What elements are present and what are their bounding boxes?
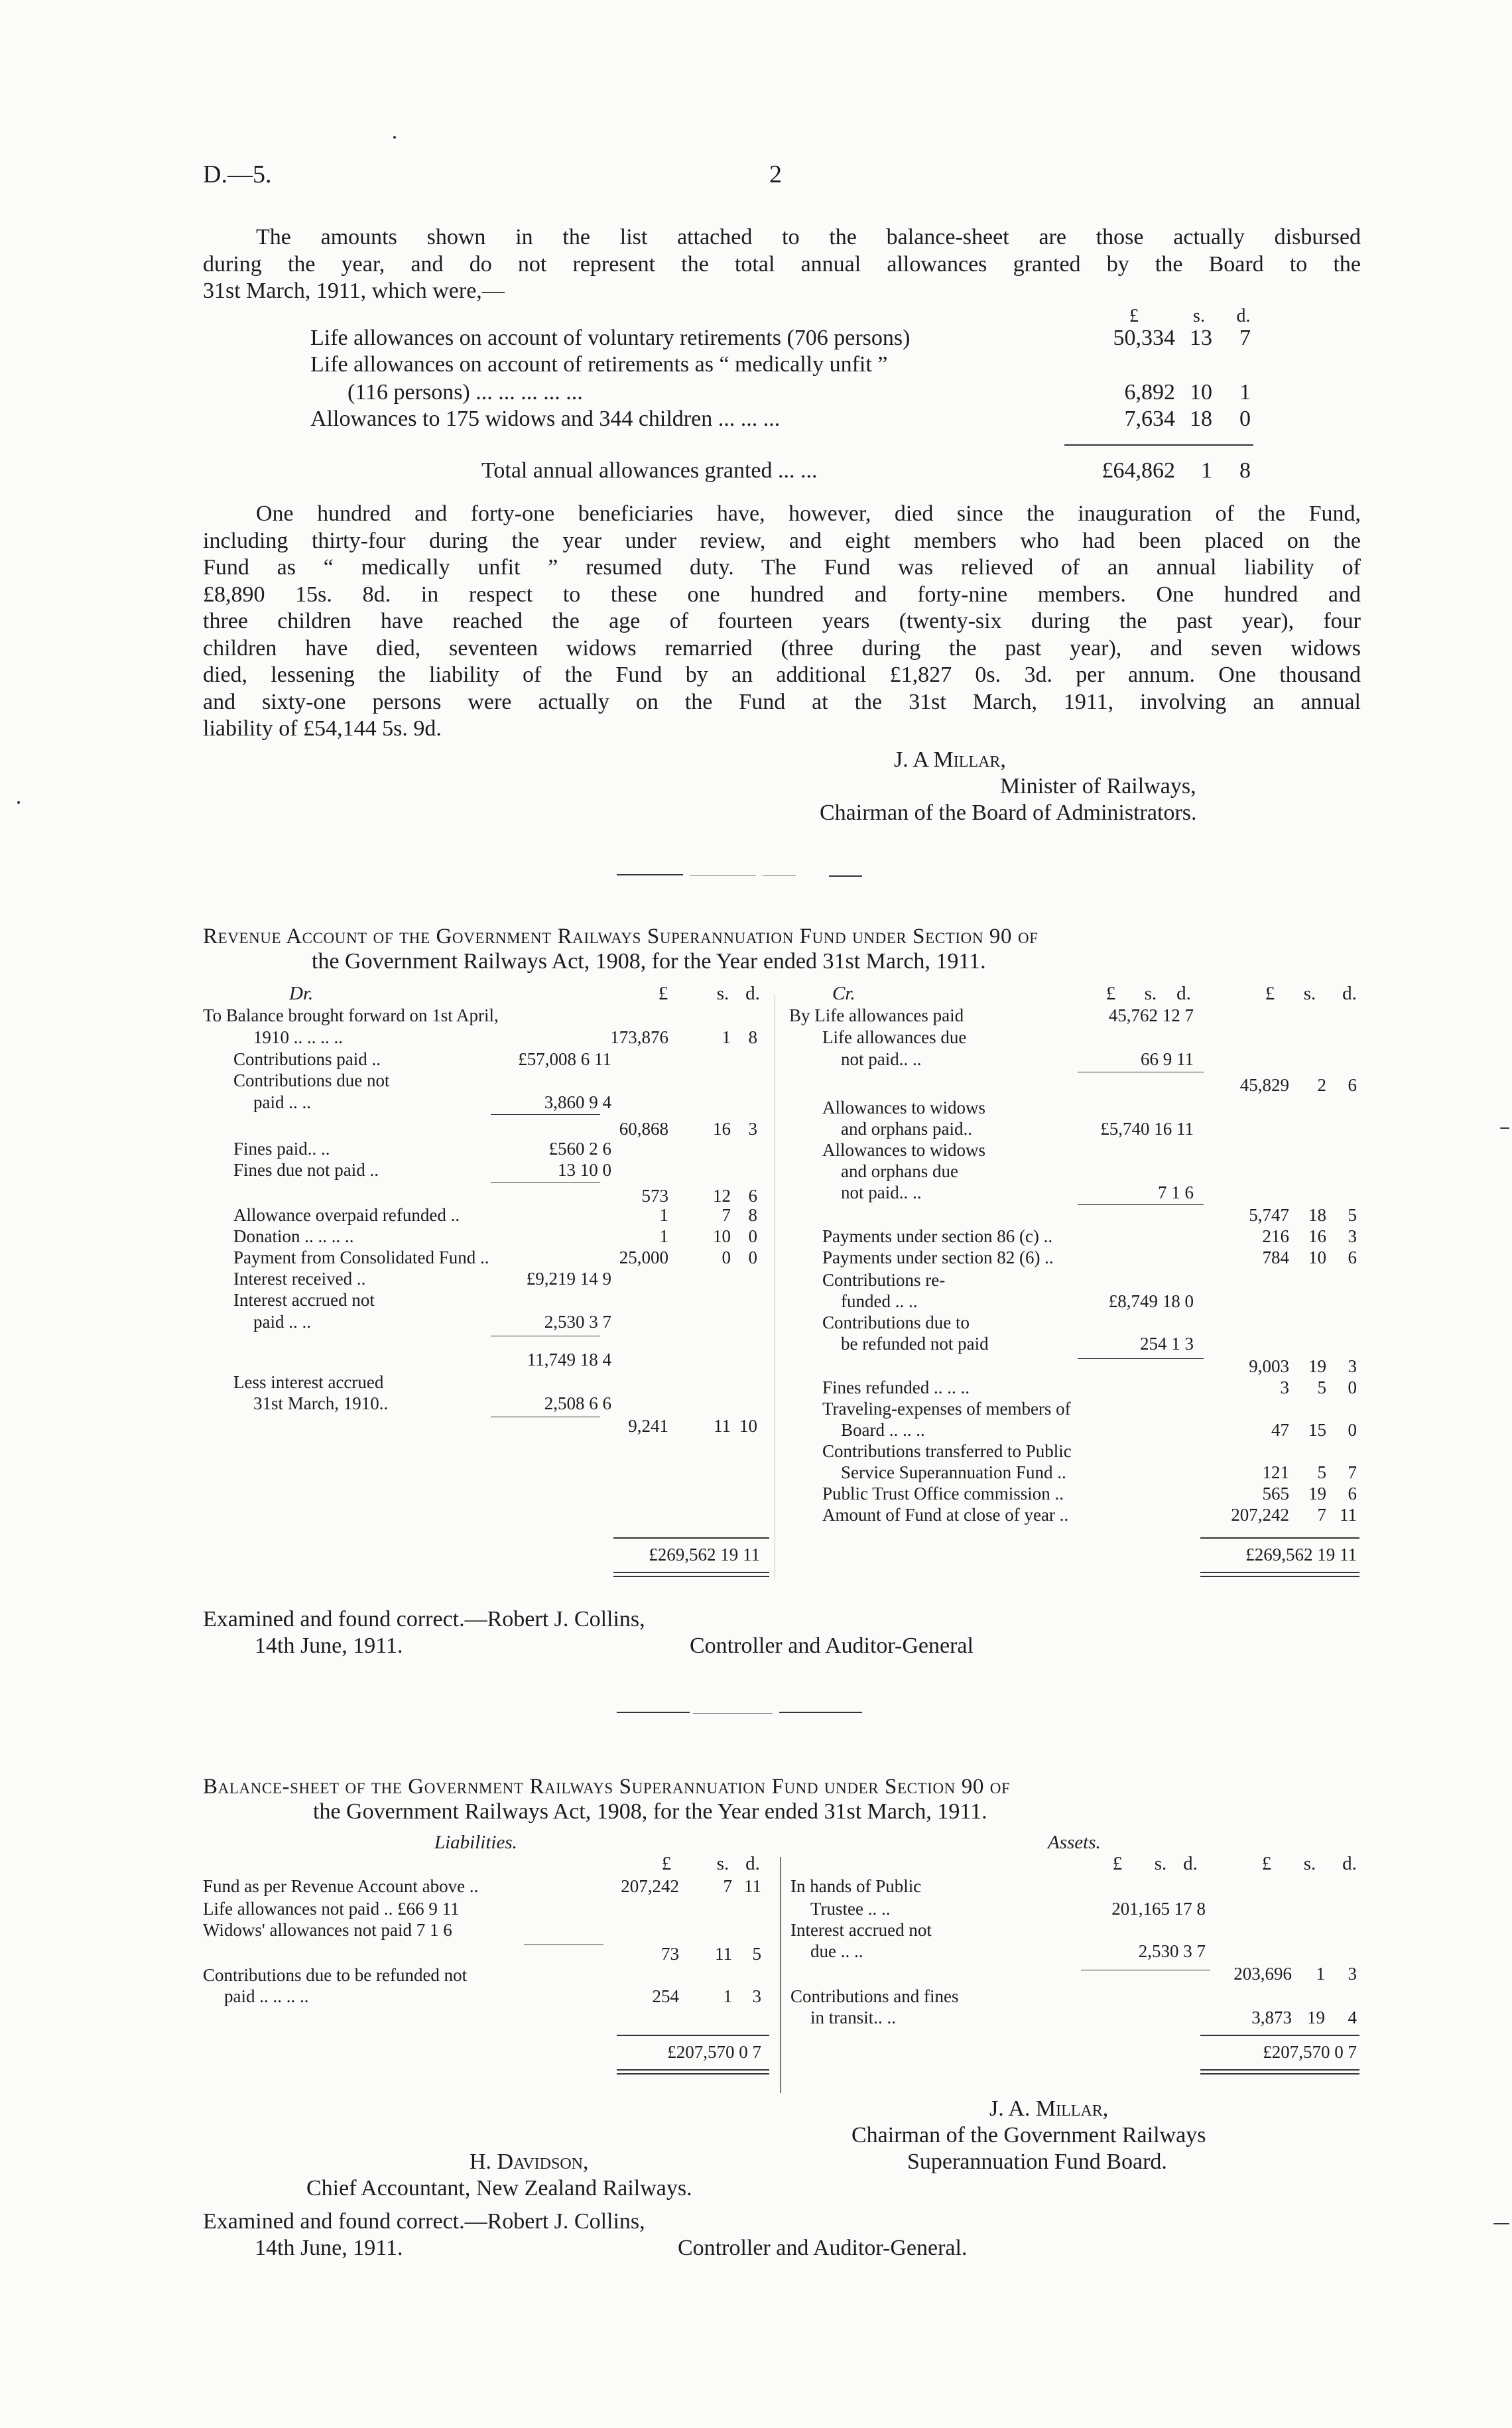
total-s: 1: [1201, 458, 1212, 483]
section-separator-1c: [763, 875, 796, 876]
rev-dr-row-12-pounds: 25,000: [619, 1247, 668, 1267]
rev-cr-row-20: Board .. .. ..: [841, 1420, 925, 1440]
signature-title-3: Chief Accountant, New Zealand Railways.: [306, 2176, 692, 2201]
rev-cr-row-6: and orphans paid..: [841, 1119, 972, 1139]
examined-line-2-text: Examined and found correct.—Robert J. Collins,: [203, 2209, 645, 2234]
rev-cr-row-11-d: 3: [1348, 1226, 1357, 1246]
section-separator-1d: [829, 875, 862, 877]
rev-dr-row-7-sub: £560 2 6: [548, 1139, 611, 1159]
ben-line-7: died, lessening the liability of the Fund by an additional £1,827 0s. 3d. per annum. One thousand: [203, 663, 1361, 687]
intro-line-1: The amounts shown in the list attached to the balance-sheet are those actually disbursed: [256, 225, 1361, 249]
rev-dr-total-rule-1: [613, 1572, 769, 1573]
rev-cr-row-11: Payments under section 86 (c) ..: [822, 1226, 1053, 1246]
rev-cr-row-20-d: 0: [1348, 1420, 1357, 1440]
rev-right-col-d: d.: [1342, 983, 1357, 1004]
rev-dr-row-9-s: 12: [713, 1186, 731, 1206]
rev-cr-sub-rule-3: [1078, 1358, 1204, 1359]
rev-dr-row-4: Contributions due not: [233, 1070, 390, 1090]
rev-dr-total-rule-2: [613, 1576, 769, 1577]
bal-asset-total: £207,570 0 7: [1263, 2042, 1357, 2062]
rev-cr-row-22: Service Superannuation Fund ..: [841, 1462, 1066, 1482]
rev-cr-row-10-d: 5: [1348, 1205, 1357, 1225]
rev-cr-row-8: and orphans due: [841, 1161, 958, 1181]
rev-cr-row-12: Payments under section 82 (6) ..: [822, 1247, 1054, 1267]
rev-dr-total: £269,562 19 11: [649, 1545, 760, 1565]
bal-liab-row-3: Widows' allowances not paid 7 1 6: [203, 1920, 452, 1940]
rev-cr-row-17-pounds: 9,003: [1249, 1356, 1289, 1376]
bal-asset-row-5-s: 1: [1316, 1964, 1325, 1984]
bal-liab-total-rule-1: [617, 2069, 769, 2071]
revenue-cr-heading: Cr.: [832, 983, 855, 1004]
allowance-s-3: 10: [1190, 380, 1212, 405]
rev-cr-row-1-sub: 45,762 12 7: [1108, 1005, 1194, 1025]
ben-line-9: liability of £54,144 5s. 9d.: [203, 716, 442, 741]
bal-left-col-pound: £: [661, 1853, 672, 1874]
bal-liab-row-1-d: 11: [744, 1876, 761, 1896]
rev-cr-row-19: Traveling-expenses of members of: [822, 1399, 1071, 1419]
rev-cr-row-23-pounds: 565: [1262, 1484, 1289, 1503]
signature-title-2a: Chairman of the Government Railways: [851, 2123, 1206, 2147]
bal-asset-row-2-sub: 201,165 17 8: [1111, 1899, 1206, 1919]
section-separator-1b: [690, 875, 756, 876]
rev-cr-row-24-pounds: 207,242: [1231, 1505, 1289, 1525]
rev-cr-row-4-s: 2: [1317, 1075, 1326, 1095]
rev-dr-sub-rule-1: [491, 1114, 600, 1115]
rev-cr-row-1: By Life allowances paid: [789, 1005, 964, 1025]
assets-heading: Assets.: [1048, 1832, 1101, 1853]
ben-line-1: One hundred and forty-one beneficiaries have, however, died since the inauguration of the Fund,: [256, 501, 1361, 526]
signature-title-2b: Superannuation Fund Board.: [907, 2149, 1167, 2174]
ben-line-2: including thirty-four during the year under review, and eight members who had been placed on the: [203, 528, 1361, 553]
bal-liab-row-6-s: 1: [723, 1986, 732, 2006]
rev-dr-row-10: Allowance overpaid refunded ..: [233, 1205, 460, 1225]
allowance-pounds-4: 7,634: [1124, 407, 1175, 431]
allowance-s-1: 13: [1190, 326, 1212, 350]
rev-right-col-s: s.: [1303, 983, 1316, 1004]
rev-cr-row-20-s: 15: [1308, 1420, 1326, 1440]
rev-cr-row-9-sub: 7 1 6: [1158, 1182, 1194, 1202]
bal-liab-row-2: Life allowances not paid .. £66 9 11: [203, 1899, 460, 1919]
bal-liab-row-4-s: 11: [715, 1944, 732, 1964]
rev-mid-col-s: s.: [1144, 983, 1157, 1004]
rev-dr-row-12-s: 0: [722, 1247, 731, 1267]
rev-dr-row-3: Contributions paid ..: [233, 1049, 381, 1069]
rev-cr-row-22-s: 5: [1317, 1462, 1326, 1482]
rev-cr-row-23-d: 6: [1348, 1484, 1357, 1503]
rev-cr-row-14-sub: £8,749 18 0: [1108, 1291, 1194, 1311]
rev-dr-row-5-sub: 3,860 9 4: [544, 1092, 611, 1112]
revenue-title-line-2: the Government Railways Act, 1908, for the Year ended 31st March, 1911.: [312, 949, 986, 974]
rev-dr-row-3-sub: £57,008 6 11: [518, 1049, 611, 1069]
bal-asset-total-rule-1: [1200, 2069, 1359, 2071]
bal-liab-total: £207,570 0 7: [667, 2042, 761, 2062]
ben-line-8: and sixty-one persons were actually on the Fund at the 31st March, 1911, involving an annual: [203, 689, 1361, 714]
rev-cr-row-18-d: 0: [1348, 1377, 1357, 1397]
page-ref: D.—5.: [203, 160, 272, 188]
rev-right-col-pound: £: [1265, 983, 1275, 1004]
liabilities-heading: Liabilities.: [434, 1832, 517, 1853]
rev-dr-row-14: Interest accrued not: [233, 1290, 375, 1310]
rev-dr-row-10-d: 8: [748, 1205, 757, 1225]
rev-cr-row-2: Life allowances due: [822, 1027, 967, 1047]
ben-line-4: £8,890 15s. 8d. in respect to these one hundred and forty-nine members. One hundred and: [203, 582, 1361, 607]
bal-liab-row-1-pounds: 207,242: [621, 1876, 679, 1896]
rev-cr-row-10-s: 18: [1308, 1205, 1326, 1225]
rev-cr-row-7: Allowances to widows: [822, 1140, 985, 1160]
signature-name-1: [894, 747, 1006, 774]
allowance-label-4: Allowances to 175 widows and 344 children ... ... ...: [310, 407, 781, 431]
section-separator-2c: [779, 1712, 862, 1713]
scan-mark-2: [1500, 1127, 1509, 1129]
bal-asset-row-5-d: 3: [1348, 1964, 1357, 1984]
rev-left-col-d: d.: [745, 983, 760, 1004]
rev-cr-row-18-s: 5: [1317, 1377, 1326, 1397]
rev-dr-row-12-d: 0: [748, 1247, 757, 1267]
rev-dr-row-19-s: 11: [714, 1416, 731, 1436]
allowance-label-2: Life allowances on account of retirements as “ medically unfit ”: [310, 352, 888, 377]
bal-asset-row-6: Contributions and fines: [790, 1986, 959, 2006]
bal-asset-row-2: Trustee .. ..: [810, 1899, 891, 1919]
rev-cr-row-21: Contributions transferred to Public: [822, 1441, 1072, 1461]
total-d: 8: [1239, 458, 1251, 483]
section-separator-2: [617, 1712, 690, 1713]
bal-liab-row-6-pounds: 254: [652, 1986, 679, 2006]
revenue-dr-heading: Dr.: [289, 983, 314, 1004]
rev-cr-row-6-sub: £5,740 16 11: [1100, 1119, 1194, 1139]
rev-dr-row-9-d: 6: [748, 1186, 757, 1206]
page-number: 2: [769, 160, 782, 188]
ben-line-3: Fund as “ medically unfit ” resumed duty. The Fund was relieved of an annual liability of: [203, 555, 1361, 580]
rev-cr-row-15: Contributions due to: [822, 1312, 970, 1332]
rev-dr-row-10-pounds: 1: [659, 1205, 668, 1225]
rev-dr-row-7: Fines paid.. ..: [233, 1139, 330, 1159]
bal-liab-row-4-pounds: 73: [661, 1944, 679, 1964]
rev-dr-row-1: To Balance brought forward on 1st April,: [203, 1005, 499, 1025]
rev-cr-row-4-pounds: 45,829: [1239, 1075, 1289, 1095]
rev-cr-row-24-s: 7: [1317, 1505, 1326, 1525]
rev-cr-total-rule-top: [1200, 1537, 1359, 1539]
rev-cr-total-rule-1: [1200, 1572, 1359, 1573]
revenue-title-line-1: Revenue Account of the Government Railways Superannuation Fund under Section 90 of: [203, 925, 1039, 948]
rev-dr-row-18-sub: 2,508 6 6: [544, 1393, 611, 1413]
bal-asset-row-5-pounds: 203,696: [1233, 1964, 1292, 1984]
allowance-s-4: 18: [1190, 407, 1212, 431]
rev-dr-row-19-pounds: 9,241: [628, 1416, 668, 1436]
bal-liab-total-rule-top: [617, 2035, 769, 2036]
rev-dr-row-8-sub: 13 10 0: [558, 1160, 611, 1180]
rev-dr-row-10-s: 7: [722, 1205, 731, 1225]
bal-mid-col-d: d.: [1183, 1853, 1198, 1874]
rev-dr-total-rule-top: [613, 1537, 769, 1539]
signature-title-1a: Minister of Railways,: [1000, 774, 1196, 799]
signature-name-3: [470, 2149, 589, 2176]
rev-dr-row-5: paid .. ..: [253, 1092, 311, 1112]
rev-cr-row-20-pounds: 47: [1271, 1420, 1289, 1440]
rev-dr-row-11-pounds: 1: [659, 1226, 668, 1246]
allowance-d-4: 0: [1239, 407, 1251, 431]
rev-cr-row-24-d: 11: [1340, 1505, 1357, 1525]
bal-liab-row-1: Fund as per Revenue Account above ..: [203, 1876, 479, 1896]
rev-dr-row-2: 1910 .. .. .. ..: [253, 1027, 343, 1047]
rev-cr-row-22-pounds: 121: [1262, 1462, 1289, 1482]
rev-cr-row-13: Contributions re-: [822, 1270, 946, 1290]
rev-left-col-s: s.: [716, 983, 729, 1004]
bal-left-col-d: d.: [745, 1853, 760, 1874]
rev-cr-row-17-s: 19: [1308, 1356, 1326, 1376]
allowance-label-3: (116 persons) ... ... ... ... ...: [347, 380, 583, 405]
rev-dr-row-2-pounds: 173,876: [610, 1027, 668, 1047]
ben-line-6: children have died, seventeen widows remarried (three during the past year), and seven widows: [203, 635, 1361, 661]
signature-name-3-text: H. Davidson,: [470, 2149, 589, 2174]
rev-mid-col-d: d.: [1176, 983, 1191, 1004]
bal-asset-total-rule-2: [1200, 2073, 1359, 2075]
allowance-pounds-1: 50,334: [1113, 326, 1175, 350]
rev-dr-row-6-s: 16: [713, 1119, 731, 1139]
bal-left-col-s: s.: [716, 1853, 729, 1874]
rev-dr-row-2-d: 8: [748, 1027, 757, 1047]
allowance-pounds-3: 6,892: [1124, 380, 1175, 405]
balance-divider: [780, 1857, 781, 2093]
rev-cr-row-4-d: 6: [1348, 1075, 1357, 1095]
rev-dr-row-6-pounds: 60,868: [619, 1119, 668, 1139]
rev-cr-total-rule-2: [1200, 1576, 1359, 1577]
bal-asset-row-7-s: 19: [1307, 2008, 1325, 2027]
bal-asset-total-rule-top: [1200, 2035, 1359, 2036]
rev-cr-row-12-pounds: 784: [1262, 1247, 1289, 1267]
rev-cr-row-14: funded .. ..: [841, 1291, 918, 1311]
rev-dr-row-15-sub: 2,530 3 7: [544, 1312, 611, 1332]
ink-speck: [393, 136, 396, 139]
rev-mid-col-pound: £: [1105, 983, 1116, 1004]
balance-title-line-1: Balance-sheet of the Government Railways Superannuation Fund under Section 90 of: [203, 1775, 1011, 1799]
rev-left-col-pound: £: [658, 983, 668, 1004]
beneficiaries-paragraph: [203, 501, 1361, 743]
rev-dr-row-11: Donation .. .. .. ..: [233, 1226, 354, 1246]
bal-asset-row-7-d: 4: [1348, 2008, 1357, 2027]
allowance-d-3: 1: [1239, 380, 1251, 405]
rev-dr-row-19-d: 10: [739, 1416, 757, 1436]
col-s-heading: s.: [1193, 306, 1205, 326]
rev-cr-row-18: Fines refunded .. .. ..: [822, 1377, 970, 1397]
rev-dr-row-18: 31st March, 1910..: [253, 1393, 389, 1413]
bal-liab-row-5: Contributions due to be refunded not: [203, 1965, 468, 1985]
bal-liab-total-rule-2: [617, 2073, 769, 2075]
rev-dr-row-8: Fines due not paid ..: [233, 1160, 379, 1180]
rev-cr-row-5: Allowances to widows: [822, 1098, 985, 1118]
rev-dr-row-11-d: 0: [748, 1226, 757, 1246]
rev-cr-row-9: not paid.. ..: [841, 1182, 922, 1202]
rev-dr-row-15: paid .. ..: [253, 1312, 311, 1332]
ben-line-5: three children have reached the age of fourteen years (twenty-six during the past year), four: [203, 609, 1361, 633]
bal-asset-row-4: due .. ..: [810, 1941, 863, 1961]
signature-name-1-text: J. A Millar,: [894, 747, 1006, 772]
rev-cr-row-3-sub: 66 9 11: [1141, 1049, 1194, 1069]
rev-cr-row-22-d: 7: [1348, 1462, 1357, 1482]
bal-liab-row-6-d: 3: [752, 1986, 761, 2006]
rev-cr-row-24: Amount of Fund at close of year ..: [822, 1505, 1069, 1525]
bal-liab-row-6: paid .. .. .. ..: [224, 1986, 309, 2006]
scan-mark-3: [1493, 2223, 1509, 2224]
examined-title-2: Controller and Auditor-General.: [678, 2236, 968, 2260]
bal-liab-row-1-s: 7: [723, 1876, 732, 1896]
rev-dr-row-9-pounds: 573: [641, 1186, 668, 1206]
section-separator-2b: [693, 1713, 773, 1714]
col-pound-heading: £: [1129, 306, 1139, 326]
rev-dr-row-2-s: 1: [722, 1027, 731, 1047]
intro-paragraph: [203, 224, 1361, 305]
allowance-label-1: Life allowances on account of voluntary retirements (706 persons): [310, 326, 911, 350]
examined-date-2: 14th June, 1911.: [255, 2236, 403, 2260]
col-d-heading: d.: [1236, 306, 1251, 326]
section-separator-1: [617, 874, 683, 875]
rev-cr-row-16-sub: 254 1 3: [1140, 1334, 1194, 1354]
total-rule: [1064, 444, 1253, 446]
total-pounds: £64,862: [1102, 458, 1175, 483]
bal-mid-col-pound: £: [1112, 1853, 1123, 1874]
examined-date-1: 14th June, 1911.: [255, 1633, 403, 1658]
rev-cr-row-11-pounds: 216: [1262, 1226, 1289, 1246]
rev-cr-row-16: be refunded not paid: [841, 1334, 989, 1354]
rev-dr-row-16-sub: 11,749 18 4: [527, 1350, 611, 1370]
intro-line-2: during the year, and do not represent the total annual allowances granted by the Board to the: [203, 251, 1361, 277]
examined-line-1: [203, 1606, 645, 1633]
rev-cr-row-12-d: 6: [1348, 1247, 1357, 1267]
bal-asset-row-1: In hands of Public: [790, 1876, 922, 1896]
intro-line-3: 31st March, 1911, which were,—: [203, 279, 505, 303]
bal-right-col-d: d.: [1342, 1853, 1357, 1874]
balance-title-line-2: the Government Railways Act, 1908, for the Year ended 31st March, 1911.: [313, 1799, 987, 1824]
rev-dr-row-11-s: 10: [713, 1226, 731, 1246]
bal-asset-row-7: in transit.. ..: [810, 2008, 896, 2027]
rev-cr-sub-rule-2: [1078, 1204, 1204, 1205]
bal-right-col-pound: £: [1261, 1853, 1272, 1874]
rev-cr-row-12-s: 10: [1308, 1247, 1326, 1267]
rev-cr-row-3: not paid.. ..: [841, 1049, 922, 1069]
bal-asset-row-4-sub: 2,530 3 7: [1138, 1941, 1206, 1961]
rev-cr-row-23-s: 19: [1308, 1484, 1326, 1503]
total-label: Total annual allowances granted ... ...: [481, 458, 818, 483]
bal-asset-row-7-pounds: 3,873: [1251, 2008, 1292, 2027]
signature-name-2: [989, 2096, 1108, 2123]
rev-cr-row-10-pounds: 5,747: [1249, 1205, 1289, 1225]
rev-dr-row-13: Interest received ..: [233, 1269, 366, 1289]
scan-mark-1: [17, 801, 20, 804]
examined-line-2: [203, 2208, 645, 2236]
examined-line-1-text: Examined and found correct.—Robert J. Collins,: [203, 1607, 645, 1631]
rev-dr-row-6-d: 3: [748, 1119, 757, 1139]
bal-asset-row-3: Interest accrued not: [790, 1920, 932, 1940]
bal-mid-col-s: s.: [1154, 1853, 1167, 1874]
rev-cr-row-17-d: 3: [1348, 1356, 1357, 1376]
bal-right-col-s: s.: [1303, 1853, 1316, 1874]
rev-cr-row-23: Public Trust Office commission ..: [822, 1484, 1064, 1503]
bal-liab-row-4-d: 5: [752, 1944, 761, 1964]
examined-title-1: Controller and Auditor-General: [690, 1633, 974, 1658]
rev-cr-row-11-s: 16: [1308, 1226, 1326, 1246]
rev-dr-row-13-sub: £9,219 14 9: [526, 1269, 611, 1289]
signature-name-2-text: J. A. Millar,: [989, 2096, 1109, 2121]
rev-cr-row-18-pounds: 3: [1280, 1377, 1289, 1397]
rev-cr-total: £269,562 19 11: [1245, 1545, 1357, 1565]
rev-dr-row-17: Less interest accrued: [233, 1372, 384, 1392]
rev-dr-row-12: Payment from Consolidated Fund ..: [233, 1247, 489, 1267]
signature-title-1b: Chairman of the Board of Administrators.: [820, 800, 1197, 825]
allowance-d-1: 7: [1239, 326, 1251, 350]
